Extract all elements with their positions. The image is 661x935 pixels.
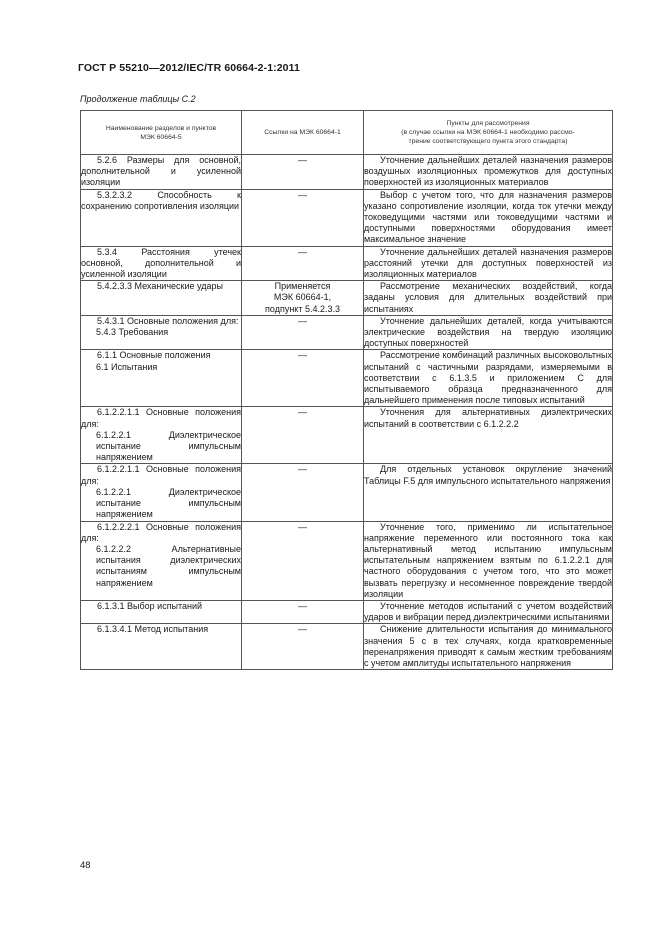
column-header-references: Ссылки на МЭК 60664-1 [242, 111, 364, 155]
section-title: 6.1.3.1 Выбор испытаний [97, 600, 203, 611]
document-header: ГОСТ Р 55210—2012/IEC/TR 60664-2-1:2011 [78, 62, 300, 74]
note-text: Снижение длительности испытания до минимального значения 5 с в тех случаях, когда кратковременные перенапряжения приводят к самым жестким требованиям с учетом амплитуды испытательного напряжения [364, 624, 612, 668]
cell-section [81, 315, 242, 350]
table-row [81, 315, 613, 350]
note-text: Уточнение дальнейших деталей, когда учитываются электрические воздействия на твердую изоляцию доступных поверхностей [364, 315, 612, 349]
note-text: Для отдельных установок округление значений Таблицы F.5 для импульсного испытательного напряжения [364, 464, 612, 486]
cell-reference [242, 155, 364, 190]
cell-reference [242, 350, 364, 407]
cell-note [364, 189, 613, 246]
table-row [81, 521, 613, 600]
table-row [81, 407, 613, 464]
reference-line: — [298, 464, 307, 475]
note-text: Уточнение дальнейших деталей назначения размеров расстояний утечки для доступных поверхностей из изоляционных материалов [364, 246, 612, 280]
reference-line: — [298, 246, 307, 257]
cell-section [81, 189, 242, 246]
cell-note [364, 521, 613, 600]
reference-line: — [298, 624, 307, 635]
reference-line: подпункт 5.4.2.3.3 [265, 303, 340, 314]
cell-reference [242, 246, 364, 281]
cell-note [364, 350, 613, 407]
section-title: 5.3.4 Расстояния утечек основной, дополнительной и усиленной изоляции [81, 246, 241, 280]
cell-section [81, 281, 242, 316]
section-title: 6.1.2.2.2.1 Основные положения для: [81, 521, 241, 543]
reference-line: — [298, 189, 307, 200]
cell-section [81, 246, 242, 281]
table-row [81, 600, 613, 623]
cell-note [364, 624, 613, 670]
reference-line: — [298, 155, 307, 165]
reference-line: — [298, 315, 307, 326]
note-text: Рассмотрение комбинаций различных высоковольтных испытаний с частичными разрядами, измеряемыми в соответствии с 6.1.3.5 и приложением С для испытываемого образца предназначенного для дальнейшего применения после типовых испытаний [364, 350, 612, 406]
cell-reference [242, 464, 364, 521]
cell-section [81, 155, 242, 190]
section-subtitle: 6.1.2.2.1 Диэлектрическое испытание импульсным напряжением [96, 429, 241, 463]
reference-line: — [298, 350, 307, 361]
note-text: Уточнение дальнейших деталей назначения размеров воздушных изоляционных промежутков для доступных поверхностей из изоляционных материалов [364, 155, 612, 188]
cell-note [364, 315, 613, 350]
cell-note [364, 464, 613, 521]
cell-note [364, 407, 613, 464]
cell-section [81, 600, 242, 623]
section-subtitle: 6.1.2.2.2 Альтернативные испытания диэлектрических испытаниям импульсным напряжением [96, 543, 241, 588]
cell-note [364, 600, 613, 623]
reference-line: — [298, 521, 307, 532]
column-header-points: Пункты для рассмотрения (в случае ссылки на МЭК 60664-1 необходимо рассмо- трение соответствующего пункта этого стандарта) [364, 111, 613, 155]
table-caption: Продолжение таблицы С.2 [80, 94, 196, 104]
table-row [81, 464, 613, 521]
cell-section [81, 464, 242, 521]
section-title: 5.4.2.3.3 Механические удары [97, 281, 223, 292]
column-header-sections: Наименование разделов и пунктов МЭК 60664-5 [81, 111, 242, 155]
section-title: 5.4.3.1 Основные положения для: [97, 315, 239, 326]
note-text: Уточнение того, применимо ли испытательное напряжение переменного или постоянного тока как альтернативный метод испытанию импульсным испытательным напряжением взятым по 6.1.2.2.1 для частного оборудования с учетом того, что это может вызвать перегрузку и несомненное повреждение твердой изоляции [364, 521, 612, 599]
table-row [81, 624, 613, 670]
cell-section [81, 521, 242, 600]
section-title: 5.2.6 Размеры для основной, дополнительной и усиленной изоляции [81, 155, 241, 188]
comparison-table [80, 110, 613, 670]
reference-line: Применяется [274, 281, 331, 292]
cell-note [364, 155, 613, 190]
note-text: Выбор с учетом того, что для назначения размеров указано сопротивление изоляции, когда ток утечки между токоведущими частями или токоведущими частями и доступными поверхностями оборудования имеет максимальное значение [364, 189, 612, 245]
note-text: Уточнение методов испытаний с учетом воздействий ударов и вибрации перед диэлектрическими испытаниями [364, 600, 612, 623]
section-subtitle: 6.1 Испытания [96, 361, 158, 372]
cell-reference [242, 281, 364, 316]
table-row [81, 350, 613, 407]
table-row [81, 246, 613, 281]
cell-note [364, 246, 613, 281]
table-header-row [81, 111, 613, 155]
page-number: 48 [80, 860, 91, 871]
section-title: 6.1.3.4.1 Метод испытания [97, 624, 209, 635]
note-text: Уточнения для альтернативных диэлектрических испытаний в соответствии с 6.1.2.2.2 [364, 407, 612, 429]
cell-reference [242, 407, 364, 464]
cell-section [81, 624, 242, 670]
reference-line: — [298, 600, 307, 611]
cell-reference [242, 624, 364, 670]
section-subtitle: 6.1.2.2.1 Диэлектрическое испытание импульсным напряжением [96, 486, 241, 520]
section-title: 6.1.2.2.1.1 Основные положения для: [81, 407, 241, 429]
cell-section [81, 407, 242, 464]
cell-reference [242, 189, 364, 246]
table-row [81, 189, 613, 246]
cell-section [81, 350, 242, 407]
note-text: Рассмотрение механических воздействий, когда заданы условия для длительных воздействий при испытаниях [364, 281, 612, 314]
cell-reference [242, 600, 364, 623]
cell-reference [242, 315, 364, 350]
table-row [81, 155, 613, 190]
section-subtitle: 5.4.3 Требования [96, 327, 169, 338]
section-title: 5.3.2.3.2 Способность к сохранению сопротивления изоляции [81, 189, 241, 211]
section-title: 6.1.2.2.1.1 Основные положения для: [81, 464, 241, 486]
table-row [81, 281, 613, 316]
reference-line: МЭК 60664-1, [273, 292, 332, 303]
section-title: 6.1.1 Основные положения [97, 350, 211, 361]
cell-note [364, 281, 613, 316]
reference-line: — [298, 407, 307, 418]
table-body [81, 155, 613, 670]
cell-reference [242, 521, 364, 600]
